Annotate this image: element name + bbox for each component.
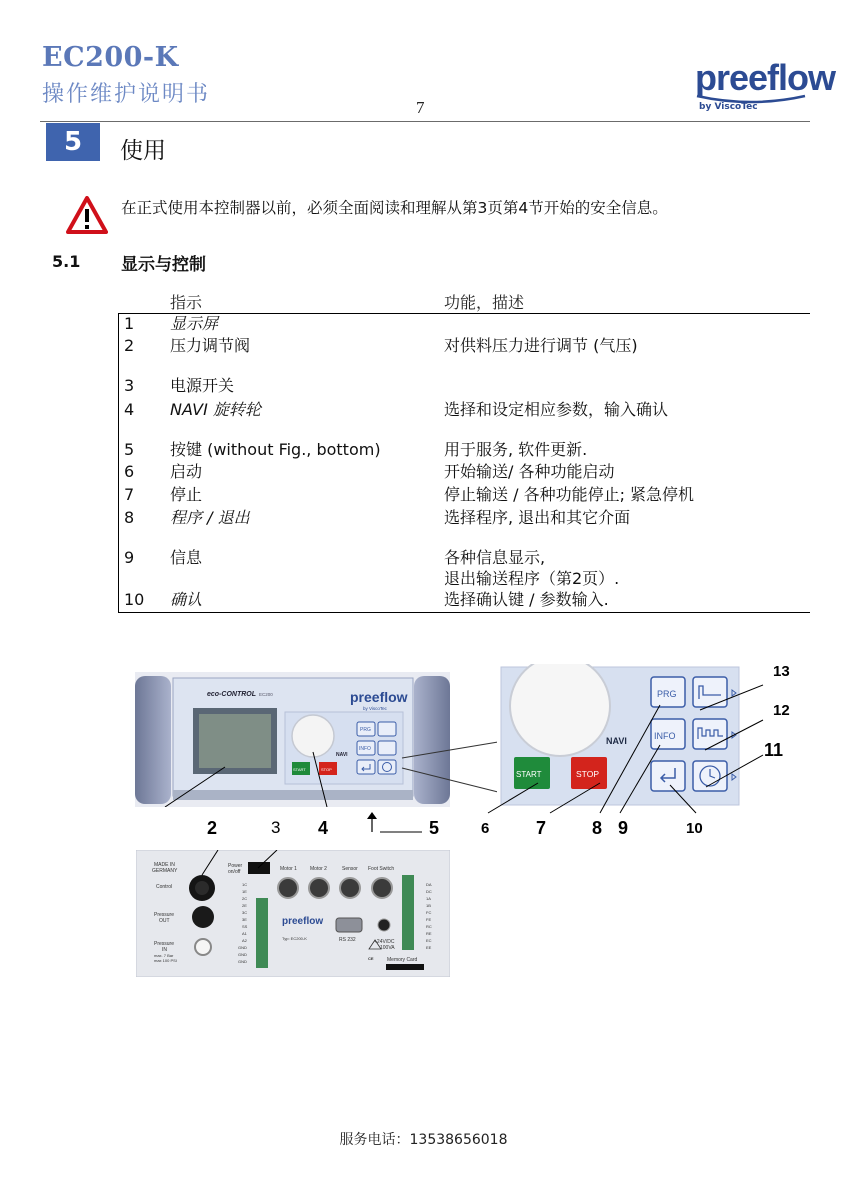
table-row-indicator: 确认 <box>170 590 203 609</box>
callout-5: 5 <box>429 818 440 838</box>
logo-subtitle: by ViscoTec <box>699 102 758 112</box>
front-panel-base <box>173 790 413 800</box>
pin-label: 1A <box>426 896 431 901</box>
motor1-label: Motor 1 <box>280 866 297 872</box>
pressure-out-label-2: OUT <box>159 918 170 924</box>
callout-11: 11 <box>764 740 784 760</box>
pin-label: EE <box>426 945 432 950</box>
pin-label: FC <box>426 910 432 915</box>
wattage-label: 100VA <box>380 945 395 951</box>
table-header-indicator: 指示 <box>170 293 203 312</box>
table-row-num: 2 <box>124 336 135 355</box>
table-row-indicator: 停止 <box>170 485 203 504</box>
warning-triangle-icon <box>66 196 108 234</box>
sensor-connector <box>340 878 360 898</box>
foot-switch-label: Foot Switch <box>368 866 395 872</box>
foot-switch-connector <box>372 878 392 898</box>
page-number: 7 <box>416 98 425 117</box>
callout-3: 3 <box>271 818 281 837</box>
document-subtitle: 操作维护说明书 <box>42 82 211 107</box>
callout-4: 4 <box>318 818 329 838</box>
pin-label: SS <box>242 924 248 929</box>
table-row-function: 用于服务, 软件更新. <box>444 440 588 459</box>
leader-11 <box>706 755 763 787</box>
control-label: Control <box>156 884 173 890</box>
table-row-indicator: NAVI 旋转轮 <box>170 400 261 419</box>
info-button-label: INFO <box>359 746 371 752</box>
table-row-indicator: 显示屏 <box>170 314 219 333</box>
table-row-function-cont: 退出输送程序（第2页）. <box>444 569 620 588</box>
table-row-num: 1 <box>124 314 135 333</box>
callout-2: 2 <box>207 818 218 838</box>
pin-label: GND <box>238 959 247 964</box>
callout-7: 7 <box>536 818 547 838</box>
pin-label: 3C <box>242 910 248 915</box>
callout-8: 8 <box>592 818 603 838</box>
right-terminal-block <box>402 875 414 950</box>
start-button-label: START <box>293 767 306 772</box>
table-row-num: 10 <box>124 590 145 609</box>
pin-label: DA <box>426 882 432 887</box>
navi-knob <box>292 715 334 757</box>
table-row-indicator: 电源开关 <box>170 376 235 395</box>
table-row-num: 8 <box>124 508 135 527</box>
pin-label: DC <box>426 889 432 894</box>
pin-label: GND <box>238 945 247 950</box>
service-phone-footer: 服务电话：13538656018 <box>339 1132 508 1148</box>
memory-card-label: Memory Card <box>387 957 418 963</box>
stop-button-label: STOP <box>321 767 332 772</box>
knob-center <box>195 881 209 895</box>
pin-label: 3E <box>242 917 247 922</box>
rear-brand-label: preeflow <box>282 916 324 927</box>
pin-label: RE <box>426 931 432 936</box>
panel-brand-sub: by ViscoTec <box>363 706 387 711</box>
table-row-indicator: 程序 / 退出 <box>170 508 250 527</box>
leader-12 <box>705 720 763 750</box>
zoom-info-label: INFO <box>654 731 676 741</box>
callout-12: 12 <box>773 702 790 719</box>
table-row-function: 选择程序, 退出和其它介面 <box>444 508 631 527</box>
voltage-label: +24V/DC <box>374 939 395 945</box>
rs232-port <box>336 918 362 932</box>
motor1-connector <box>278 878 298 898</box>
enter-button <box>357 760 375 774</box>
table-row-function: 选择确认键 / 参数输入. <box>444 590 609 609</box>
dc-power-jack <box>378 919 390 931</box>
document-title: EC200-K <box>42 42 179 73</box>
table-row-indicator: 信息 <box>170 548 203 567</box>
left-terminal-block <box>256 898 268 968</box>
table-row-indicator: 按键 (without Fig., bottom) <box>170 440 381 459</box>
arrow-up-icon <box>366 810 378 838</box>
pressure-in-spec: max. 7 Bar <box>154 953 174 958</box>
table-row-num: 6 <box>124 462 135 481</box>
sensor-label: Sensor <box>342 866 358 872</box>
leader-10 <box>670 785 696 813</box>
logo-wordmark: preeflow <box>695 57 836 98</box>
power-label-2: on/off <box>228 869 241 875</box>
callout-10: 10 <box>686 820 703 837</box>
motor2-connector <box>309 878 329 898</box>
memory-card-slot <box>386 964 424 970</box>
leader-13 <box>700 685 763 710</box>
leader-7 <box>550 783 600 813</box>
zoom-start-label: START <box>516 770 542 779</box>
ce-mark-icon: CE <box>368 956 374 961</box>
made-in-label: MADE IN <box>154 862 175 868</box>
pressure-out-port <box>192 906 214 928</box>
section-number-badge: 5 <box>46 123 100 161</box>
table-row-function: 对供料压力进行调节 (气压) <box>444 336 638 355</box>
table-row-function: 停止输送 / 各种功能停止; 紧急停机 <box>444 485 695 504</box>
pin-label: 2C <box>242 896 248 901</box>
zoom-navi-label: NAVI <box>606 736 627 746</box>
made-in-country: GERMANY <box>152 868 178 874</box>
pin-label: RC <box>426 924 432 929</box>
table-row-num: 9 <box>124 548 135 567</box>
program-icon-button <box>378 722 396 736</box>
callout-leader-lines <box>480 675 780 825</box>
subsection-title: 显示与控制 <box>121 255 206 275</box>
panel-model-label: eco-CONTROL <box>207 691 256 698</box>
pin-label: FE <box>426 917 432 922</box>
table-row-function: 选择和设定相应参数，输入确认 <box>444 400 669 419</box>
motor2-label: Motor 2 <box>310 866 327 872</box>
pin-label: 1B <box>426 903 431 908</box>
zoom-prg-label: PRG <box>657 689 677 699</box>
pin-label: 1C <box>242 882 248 887</box>
pin-label: GND <box>238 952 247 957</box>
panel-brand-label: preeflow <box>350 689 408 705</box>
section-title: 使用 <box>120 138 166 164</box>
table-row-indicator: 启动 <box>170 462 203 481</box>
table-row-num: 4 <box>124 400 135 419</box>
table-bottom-border <box>118 612 810 613</box>
pressure-in-label-2: IN <box>162 947 167 953</box>
table-row-num: 7 <box>124 485 135 504</box>
pressure-in-fitting <box>195 939 211 955</box>
table-row-indicator: 压力调节阀 <box>170 336 251 355</box>
table-row-num: 3 <box>124 376 135 395</box>
navi-label: NAVI <box>336 752 348 758</box>
pin-label: EC <box>426 938 432 943</box>
rs232-label: RS 232 <box>339 937 356 943</box>
power-label: Power <box>228 863 243 869</box>
pressure-in-spec-2: max 100 PSI <box>154 958 177 963</box>
zoom-stop-label: STOP <box>576 769 599 779</box>
pin-label: A2 <box>242 938 247 943</box>
safety-warning-text: 在正式使用本控制器以前，必须全面阅读和理解从第3页第4节开始的安全信息。 <box>121 199 668 217</box>
controller-rear-photo <box>136 850 450 977</box>
callout-13: 13 <box>773 663 790 680</box>
pin-label: 1E <box>242 889 247 894</box>
table-top-border <box>118 313 810 314</box>
leader-6 <box>488 783 538 813</box>
callout-9: 9 <box>618 818 629 838</box>
table-header-function: 功能，描述 <box>444 293 525 312</box>
pin-label: A1 <box>242 931 247 936</box>
preeflow-logo <box>695 57 836 116</box>
pressure-out-label: Pressure <box>154 912 175 918</box>
prg-button-label: PRG <box>360 727 371 733</box>
table-row-function: 各种信息显示, <box>444 548 546 567</box>
header-divider <box>40 121 810 122</box>
table-row-function: 开始输送/ 各种功能启动 <box>444 462 615 481</box>
table-row-num: 5 <box>124 440 135 459</box>
subsection-number: 5.1 <box>52 252 81 271</box>
leader-9 <box>620 745 660 813</box>
power-switch <box>248 862 270 874</box>
pin-label: 2E <box>242 903 247 908</box>
left-side-cover <box>135 676 171 804</box>
pressure-in-label: Pressure <box>154 941 175 947</box>
table-left-border <box>118 313 119 613</box>
callout-6: 6 <box>481 820 490 837</box>
rear-type-label: Typ: EC200-K <box>282 936 307 941</box>
lcd-display-screen <box>199 714 271 768</box>
panel-model-code: EC200 <box>259 692 273 697</box>
